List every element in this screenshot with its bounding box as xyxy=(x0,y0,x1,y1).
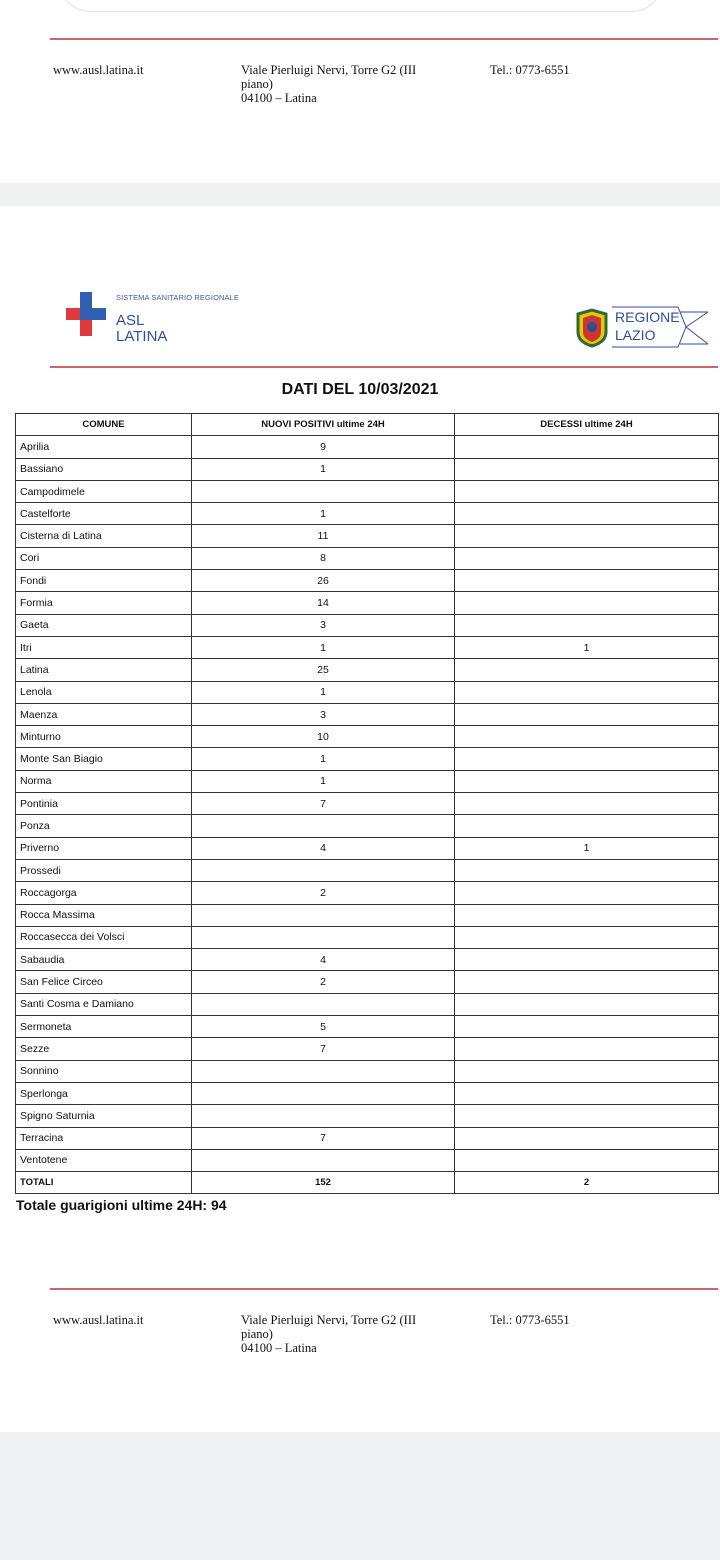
report-title: DATI DEL 10/03/2021 xyxy=(281,381,439,398)
comune-cell: Fondi xyxy=(16,570,192,592)
table-row xyxy=(16,904,719,926)
comune-cell: Monte San Biagio xyxy=(16,748,192,770)
new-positives-cell xyxy=(192,1149,455,1171)
comune-cell: Minturno xyxy=(16,726,192,748)
comune-cell: Rocca Massima xyxy=(16,904,192,926)
comune-cell: Lenola xyxy=(16,681,192,703)
new-positives-cell: 4 xyxy=(192,949,455,971)
footer-divider xyxy=(50,38,718,40)
page-top-edge xyxy=(60,0,662,12)
deaths-cell xyxy=(455,681,719,703)
new-positives-cell: 26 xyxy=(192,570,455,592)
regione-text-line1: REGIONE xyxy=(615,309,680,325)
new-positives-cell xyxy=(192,1060,455,1082)
deaths-cell xyxy=(455,882,719,904)
comune-cell: Cisterna di Latina xyxy=(16,525,192,547)
comune-cell: Bassiano xyxy=(16,458,192,480)
new-positives-cell xyxy=(192,815,455,837)
deaths-cell xyxy=(455,770,719,792)
comune-cell: Pontinia xyxy=(16,793,192,815)
column-header: DECESSI ultime 24H xyxy=(455,414,719,436)
deaths-cell: 1 xyxy=(455,636,719,658)
comune-cell: Spigno Saturnia xyxy=(16,1105,192,1127)
footer-address-line2: piano) xyxy=(241,1326,273,1341)
totals-new-positives: 152 xyxy=(192,1172,455,1194)
deaths-cell xyxy=(455,503,719,525)
table-row xyxy=(16,1127,719,1149)
footer-phone: Tel.: 0773-6551 xyxy=(490,1313,570,1327)
deaths-cell xyxy=(455,1082,719,1104)
footer-address xyxy=(241,64,451,105)
deaths-cell xyxy=(455,1060,719,1082)
comune-cell: Castelforte xyxy=(16,503,192,525)
comune-cell: Ponza xyxy=(16,815,192,837)
table-row xyxy=(16,614,719,636)
table-header-row xyxy=(16,414,719,436)
new-positives-cell: 3 xyxy=(192,703,455,725)
table-row xyxy=(16,993,719,1015)
new-positives-cell: 4 xyxy=(192,837,455,859)
table-row xyxy=(16,1149,719,1171)
deaths-cell xyxy=(455,1149,719,1171)
new-positives-cell: 1 xyxy=(192,636,455,658)
new-positives-cell: 2 xyxy=(192,882,455,904)
table-body xyxy=(16,436,719,1172)
table-row xyxy=(16,1082,719,1104)
table-row xyxy=(16,837,719,859)
new-positives-cell: 25 xyxy=(192,659,455,681)
deaths-cell xyxy=(455,614,719,636)
deaths-cell xyxy=(455,1105,719,1127)
new-positives-cell xyxy=(192,904,455,926)
new-positives-cell xyxy=(192,480,455,502)
deaths-cell xyxy=(455,480,719,502)
new-positives-cell: 5 xyxy=(192,1016,455,1038)
new-positives-cell: 1 xyxy=(192,748,455,770)
footer-address-line1: Viale Pierluigi Nervi, Torre G2 (III xyxy=(241,1313,417,1327)
table-row xyxy=(16,882,719,904)
deaths-cell xyxy=(455,949,719,971)
ssr-label: SISTEMA SANITARIO REGIONALE xyxy=(116,293,240,302)
deaths-cell xyxy=(455,458,719,480)
comune-cell: Formia xyxy=(16,592,192,614)
asl-cross-logo-icon xyxy=(66,292,106,336)
comune-cell: Campodimele xyxy=(16,480,192,502)
deaths-cell xyxy=(455,1016,719,1038)
footer-address-line2: piano) xyxy=(241,76,273,91)
new-positives-cell: 8 xyxy=(192,547,455,569)
footer-address-line1: Viale Pierluigi Nervi, Torre G2 (III xyxy=(241,63,417,77)
regione-text-line2: LAZIO xyxy=(615,327,656,343)
new-positives-cell: 2 xyxy=(192,971,455,993)
deaths-cell xyxy=(455,436,719,458)
table-row xyxy=(16,1105,719,1127)
new-positives-cell: 10 xyxy=(192,726,455,748)
deaths-cell xyxy=(455,703,719,725)
new-positives-cell: 1 xyxy=(192,681,455,703)
new-positives-cell xyxy=(192,859,455,881)
new-positives-cell: 7 xyxy=(192,1127,455,1149)
table-row xyxy=(16,770,719,792)
table-row xyxy=(16,949,719,971)
asl-logo-text-line1: ASL xyxy=(116,312,145,329)
comune-cell: Sabaudia xyxy=(16,949,192,971)
totals-deaths: 2 xyxy=(455,1172,719,1194)
comune-cell: San Felice Circeo xyxy=(16,971,192,993)
table-row xyxy=(16,971,719,993)
comune-cell: Sonnino xyxy=(16,1060,192,1082)
table-row xyxy=(16,1016,719,1038)
table-row xyxy=(16,458,719,480)
table-row xyxy=(16,748,719,770)
asl-logo-text-line2: LATINA xyxy=(116,328,168,345)
table-row xyxy=(16,636,719,658)
new-positives-cell: 7 xyxy=(192,1038,455,1060)
table-row xyxy=(16,815,719,837)
deaths-cell: 1 xyxy=(455,837,719,859)
deaths-cell xyxy=(455,525,719,547)
deaths-cell xyxy=(455,971,719,993)
new-positives-cell xyxy=(192,1105,455,1127)
deaths-cell xyxy=(455,926,719,948)
comune-cell: Sermoneta xyxy=(16,1016,192,1038)
header-divider xyxy=(50,366,718,368)
comune-cell: Maenza xyxy=(16,703,192,725)
deaths-cell xyxy=(455,592,719,614)
new-positives-cell xyxy=(192,1082,455,1104)
document-page-1 xyxy=(0,0,720,183)
comune-cell: Latina xyxy=(16,659,192,681)
comune-cell: Sezze xyxy=(16,1038,192,1060)
comune-cell: Norma xyxy=(16,770,192,792)
new-positives-cell xyxy=(192,993,455,1015)
comune-cell: Terracina xyxy=(16,1127,192,1149)
new-positives-cell: 11 xyxy=(192,525,455,547)
comune-cell: Ventotene xyxy=(16,1149,192,1171)
comune-cell: Roccasecca dei Volsci xyxy=(16,926,192,948)
comune-cell: Roccagorga xyxy=(16,882,192,904)
column-header: NUOVI POSITIVI ultime 24H xyxy=(192,414,455,436)
table-row xyxy=(16,525,719,547)
table-row xyxy=(16,1060,719,1082)
table-row xyxy=(16,681,719,703)
table-row xyxy=(16,436,719,458)
table-row xyxy=(16,592,719,614)
deaths-cell xyxy=(455,726,719,748)
deaths-cell xyxy=(455,659,719,681)
cases-table xyxy=(15,413,719,1194)
comune-cell: Cori xyxy=(16,547,192,569)
document-page-2 xyxy=(0,206,720,1432)
totals-label: TOTALI xyxy=(16,1172,192,1194)
comune-cell: Sperlonga xyxy=(16,1082,192,1104)
footer-address-line3: 04100 – Latina xyxy=(241,1340,317,1355)
comune-cell: Prossedi xyxy=(16,859,192,881)
deaths-cell xyxy=(455,570,719,592)
table-row xyxy=(16,1038,719,1060)
table-row xyxy=(16,793,719,815)
deaths-cell xyxy=(455,1127,719,1149)
column-header: COMUNE xyxy=(16,414,192,436)
new-positives-cell: 14 xyxy=(192,592,455,614)
footer-website[interactable]: www.ausl.latina.it xyxy=(53,63,144,77)
table-row xyxy=(16,659,719,681)
comune-cell: Priverno xyxy=(16,837,192,859)
table-row xyxy=(16,503,719,525)
new-positives-cell: 1 xyxy=(192,503,455,525)
table-row xyxy=(16,703,719,725)
table-row xyxy=(16,726,719,748)
comune-cell: Gaeta xyxy=(16,614,192,636)
deaths-cell xyxy=(455,904,719,926)
table-row xyxy=(16,547,719,569)
new-positives-cell: 1 xyxy=(192,770,455,792)
footer-address xyxy=(241,1314,451,1355)
new-positives-cell: 3 xyxy=(192,614,455,636)
comune-cell: Santi Cosma e Damiano xyxy=(16,993,192,1015)
footer-divider xyxy=(50,1288,718,1290)
table-row xyxy=(16,859,719,881)
deaths-cell xyxy=(455,815,719,837)
deaths-cell xyxy=(455,993,719,1015)
footer-phone: Tel.: 0773-6551 xyxy=(490,63,570,77)
footer-address-line3: 04100 – Latina xyxy=(241,90,317,105)
new-positives-cell xyxy=(192,926,455,948)
new-positives-cell: 7 xyxy=(192,793,455,815)
deaths-cell xyxy=(455,1038,719,1060)
recoveries-total: Totale guarigioni ultime 24H: 94 xyxy=(16,1197,227,1213)
new-positives-cell: 1 xyxy=(192,458,455,480)
footer-website[interactable]: www.ausl.latina.it xyxy=(53,1313,144,1327)
deaths-cell xyxy=(455,859,719,881)
table-row xyxy=(16,480,719,502)
regione-lazio-emblem-icon xyxy=(574,308,610,348)
table-row xyxy=(16,570,719,592)
totals-row xyxy=(16,1172,719,1194)
table-row xyxy=(16,926,719,948)
new-positives-cell: 9 xyxy=(192,436,455,458)
deaths-cell xyxy=(455,748,719,770)
deaths-cell xyxy=(455,793,719,815)
comune-cell: Itri xyxy=(16,636,192,658)
deaths-cell xyxy=(455,547,719,569)
comune-cell: Aprilia xyxy=(16,436,192,458)
